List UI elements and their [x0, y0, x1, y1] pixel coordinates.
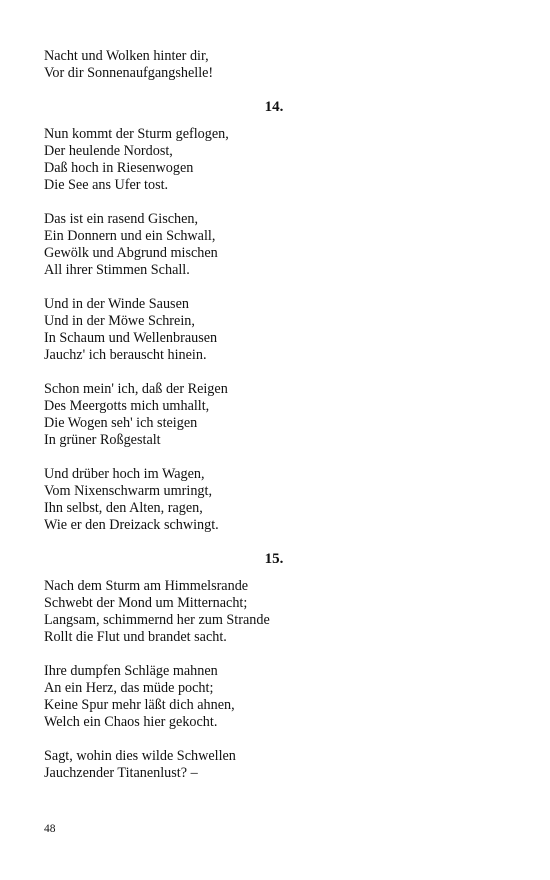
- verse-line: Und in der Möwe Schrein,: [44, 313, 195, 329]
- page-number: 48: [44, 823, 56, 835]
- verse-line: Und drüber hoch im Wagen,: [44, 466, 205, 482]
- verse-line: Der heulende Nordost,: [44, 143, 173, 159]
- verse-line: Nacht und Wolken hinter dir,: [44, 48, 209, 64]
- stanza: [44, 211, 504, 279]
- verse-line: Ihre dumpfen Schläge mahnen: [44, 663, 218, 679]
- intro-stanza: [44, 48, 504, 82]
- verse-line: Daß hoch in Riesenwogen: [44, 160, 194, 176]
- verse-line: Schwebt der Mond um Mitternacht;: [44, 595, 248, 611]
- section-number: 14.: [264, 99, 284, 115]
- verse-line: Die See ans Ufer tost.: [44, 177, 169, 193]
- verse-line: Nach dem Sturm am Himmelsrande: [44, 578, 249, 594]
- verse-line: Schon mein' ich, daß der Reigen: [44, 381, 228, 397]
- verse-line: Des Meergotts mich umhallt,: [44, 398, 210, 414]
- verse-line: Rollt die Flut und brandet sacht.: [44, 629, 227, 645]
- stanza: [44, 296, 504, 364]
- verse-line: Nun kommt der Sturm geflogen,: [44, 126, 229, 142]
- stanza: [44, 663, 504, 731]
- stanza: [44, 578, 504, 646]
- verse-line: Wie er den Dreizack schwingt.: [44, 517, 219, 533]
- verse-line: Die Wogen seh' ich steigen: [44, 415, 198, 431]
- stanza: [44, 748, 504, 782]
- verse-line: Und in der Winde Sausen: [44, 296, 189, 312]
- verse-line: Gewölk und Abgrund mischen: [44, 245, 218, 261]
- verse-line: Welch ein Chaos hier gekocht.: [44, 714, 218, 730]
- verse-line: An ein Herz, das müde pocht;: [44, 680, 214, 696]
- verse-line: Jauchz' ich berauscht hinein.: [44, 347, 207, 363]
- verse-line: Ihn selbst, den Alten, ragen,: [44, 500, 203, 516]
- stanza: [44, 381, 504, 449]
- section-number: 15.: [264, 551, 284, 567]
- verse-line: In grüner Roßgestalt: [44, 432, 161, 448]
- verse-line: All ihrer Stimmen Schall.: [44, 262, 190, 278]
- verse-line: Das ist ein rasend Gischen,: [44, 211, 199, 227]
- verse-line: Jauchzender Titanenlust? –: [44, 765, 198, 781]
- verse-line: Sagt, wohin dies wilde Schwellen: [44, 748, 236, 764]
- verse-line: Vor dir Sonnenaufgangshelle!: [44, 65, 214, 81]
- verse-line: Langsam, schimmernd her zum Strande: [44, 612, 270, 628]
- verse-line: Ein Donnern und ein Schwall,: [44, 228, 216, 244]
- poem-text: [44, 48, 504, 799]
- stanza: [44, 466, 504, 534]
- verse-line: Keine Spur mehr läßt dich ahnen,: [44, 697, 235, 713]
- stanza: [44, 126, 504, 194]
- verse-line: In Schaum und Wellenbrausen: [44, 330, 218, 346]
- verse-line: Vom Nixenschwarm umringt,: [44, 483, 212, 499]
